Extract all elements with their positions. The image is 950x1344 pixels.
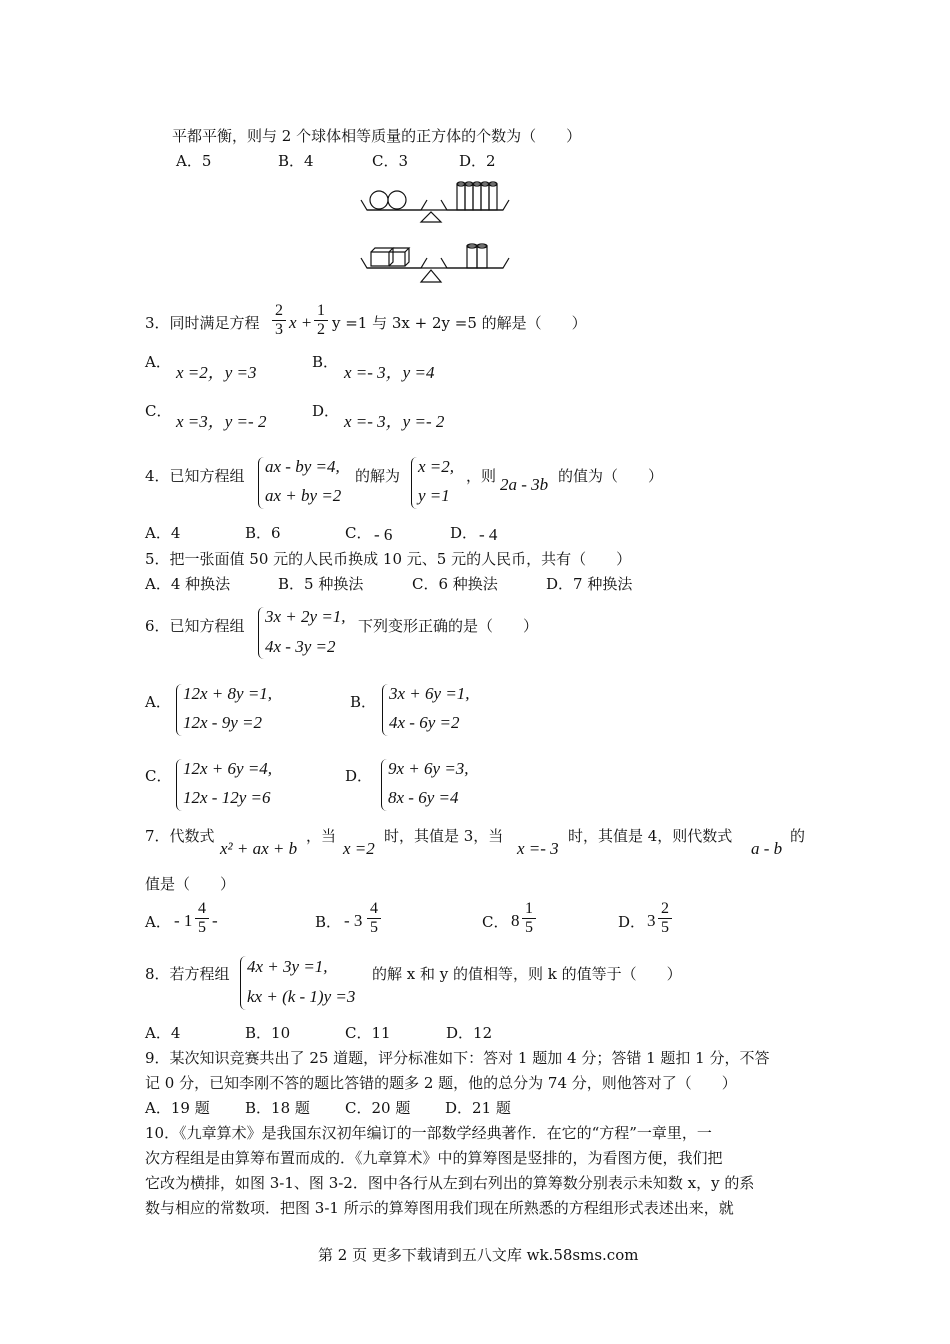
q6-option-a-label: A．: [145, 693, 171, 711]
q7-option-b-fraction: $\frac{4}{5}$: [367, 900, 381, 937]
q6-system-line2: 4x - 3y =2: [265, 637, 336, 656]
q7-condition2: x =- 3: [517, 839, 559, 858]
q7-option-c-label: C．: [482, 913, 509, 931]
q2-option-c: C．3: [372, 152, 409, 170]
q3-prefix: 3．同时满足方程: [145, 314, 260, 332]
q7-value1: 时，其值是 3，当: [384, 827, 504, 845]
q10-line2: 次方程组是由算筹布置而成的．《九章算术》中的算筹图是竖排的，为看图方便，我们把: [145, 1149, 723, 1167]
q9-option-a: A．19 题: [145, 1099, 210, 1117]
q7-option-c-sign: 8: [511, 911, 520, 930]
q2-option-a: A．5: [176, 152, 212, 170]
q4-system-line1: ax - by =4,: [265, 457, 340, 476]
sphere-icon: [370, 191, 388, 209]
q7-option-d-sign: 3: [647, 911, 656, 930]
q4-system-line2: ax + by =2: [265, 486, 342, 505]
q7-line2: 值是（ ）: [145, 875, 236, 893]
q7-option-a-sign: - 1: [174, 911, 193, 930]
q4-solution-line1: x =2,: [418, 457, 455, 476]
q6-option-a-brace: [176, 684, 182, 736]
q8-option-a: A．4: [145, 1024, 181, 1042]
q3-option-b: x =- 3，y =4: [344, 363, 435, 382]
q6-option-d-line1: 9x + 6y =3,: [388, 759, 469, 778]
balance-figure-top: [355, 176, 515, 226]
q3-option-b-label: B．: [312, 353, 339, 371]
q4-then: ，则: [466, 467, 497, 485]
q4-option-d-label: D．: [450, 524, 478, 542]
q4-mid: 的解为: [355, 467, 401, 485]
q6-option-c-line2: 12x - 12y =6: [183, 788, 271, 807]
q7-prefix: 7．代数式: [145, 827, 215, 845]
q3-option-c-label: C．: [145, 402, 172, 420]
q7-expression: x² + ax + b: [220, 839, 298, 858]
q9-line2: 记 0 分，已知李刚不答的题比答错的题多 2 题，他的总分为 74 分，则他答对了（ ）: [145, 1074, 737, 1092]
q4-option-b: B．6: [245, 524, 281, 542]
q7-option-d-fraction: $\frac{2}{5}$: [658, 900, 672, 937]
q5-option-b: B．5 种换法: [278, 575, 364, 593]
q6-option-c-brace: [176, 759, 182, 811]
q9-option-c: C．20 题: [345, 1099, 411, 1117]
q7-value2: 时，其值是 4，则代数式: [568, 827, 733, 845]
q6-option-a-line2: 12x - 9y =2: [183, 713, 262, 732]
q7-option-a-fraction: $\frac{4}{5}$: [195, 900, 209, 937]
q8-option-d: D．12: [446, 1024, 493, 1042]
q4-prefix: 4．已知方程组: [145, 467, 245, 485]
q3-fraction-1-2: $\frac{1}{2}$: [314, 302, 328, 339]
q7-option-a-suffix: -: [212, 911, 218, 930]
q4-system-brace: [258, 457, 264, 509]
q6-option-b-brace: [382, 684, 388, 736]
page-footer: 第 2 页 更多下载请到五八文库 wk.58sms.com: [318, 1246, 639, 1264]
q3-option-d: x =- 3，y =- 2: [344, 412, 445, 431]
q4-solution-brace: [411, 457, 417, 509]
q5-option-d: D．7 种换法: [546, 575, 633, 593]
q9-line1: 9．某次知识竞赛共出了 25 道题，评分标准如下：答对 1 题加 4 分；答错 1 题扣 1 分，不答: [145, 1049, 770, 1067]
q8-system-brace: [240, 956, 246, 1010]
q6-option-c-label: C．: [145, 767, 172, 785]
q7-when1: ，当: [306, 827, 337, 845]
q5-option-a: A．4 种换法: [145, 575, 231, 593]
q4-option-c-label: C．: [345, 524, 372, 542]
q7-de: 的: [790, 827, 806, 845]
q7-option-c-fraction: $\frac{1}{5}$: [522, 900, 536, 937]
q3-option-d-label: D．: [312, 402, 340, 420]
q6-option-d-line2: 8x - 6y =4: [388, 788, 459, 807]
q4-solution-line2: y =1: [418, 486, 450, 505]
q4-option-a: A．4: [145, 524, 181, 542]
q3-fraction-2-3: $\frac{2}{3}$: [272, 302, 286, 339]
q7-condition1: x =2: [343, 839, 375, 858]
q8-tail: 的解 x 和 y 的值相等，则 k 的值等于（ ）: [372, 965, 682, 983]
q5-option-c: C．6 种换法: [412, 575, 498, 593]
q7-option-d-label: D．: [618, 913, 646, 931]
q7-option-b-label: B．: [315, 913, 342, 931]
q6-prefix: 6．已知方程组: [145, 617, 245, 635]
q4-expression: 2a - 3b: [500, 475, 549, 494]
q10-line1: 10．《九章算术》是我国东汉初年编订的一部数学经典著作．在它的“方程”一章里，一: [145, 1124, 712, 1142]
q2-text: 平都平衡，则与 2 个球体相等质量的正方体的个数为（ ）: [172, 127, 582, 145]
q6-option-c-line1: 12x + 6y =4,: [183, 759, 273, 778]
q2-option-d: D．2: [459, 152, 496, 170]
q6-tail: 下列变形正确的是（ ）: [358, 617, 539, 635]
q10-line4: 数与相应的常数项．把图 3-1 所示的算筹图用我们现在所熟悉的方程组形式表述出来，就: [145, 1199, 734, 1217]
q5-text: 5．把一张面值 50 元的人民币换成 10 元、5 元的人民币，共有（ ）: [145, 550, 632, 568]
q4-option-c: - 6: [374, 525, 393, 544]
q6-option-d-brace: [381, 759, 387, 811]
q8-prefix: 8．若方程组: [145, 965, 230, 983]
q6-option-b-line1: 3x + 6y =1,: [389, 684, 470, 703]
q6-option-d-label: D．: [345, 767, 373, 785]
q10-line3: 它改为横排，如图 3-1、图 3-2．图中各行从左到右列出的算筹数分别表示未知数 x，y 的系: [145, 1174, 755, 1192]
balance-figure-bottom: [355, 236, 515, 286]
q3-option-a-label: A．: [145, 353, 171, 371]
q4-tail: 的值为（ ）: [558, 467, 664, 485]
q6-system-line1: 3x + 2y =1,: [265, 607, 346, 626]
q8-system-line1: 4x + 3y =1,: [247, 957, 328, 976]
q7-option-b-sign: - 3: [344, 911, 363, 930]
q4-option-d: - 4: [479, 525, 498, 544]
q3-equation-tail: y =1 与 3x + 2y =5 的解是（ ）: [332, 314, 587, 332]
q7-expression2: a - b: [751, 839, 783, 858]
q9-option-d: D．21 题: [445, 1099, 511, 1117]
q8-option-b: B．10: [245, 1024, 291, 1042]
q3-option-a: x =2，y =3: [176, 363, 257, 382]
q6-option-b-line2: 4x - 6y =2: [389, 713, 460, 732]
cube-icon: [371, 248, 393, 266]
q7-option-a-label: A．: [145, 913, 171, 931]
q6-system-brace: [258, 607, 264, 659]
q9-option-b: B．18 题: [245, 1099, 310, 1117]
q6-option-a-line1: 12x + 8y =1,: [183, 684, 273, 703]
q8-option-c: C．11: [345, 1024, 391, 1042]
q6-option-b-label: B．: [350, 693, 377, 711]
q3-x-plus: x +: [289, 313, 313, 332]
q3-option-c: x =3，y =- 2: [176, 412, 267, 431]
q2-option-b: B．4: [278, 152, 314, 170]
sphere-icon: [388, 191, 406, 209]
q8-system-line2: kx + (k - 1)y =3: [247, 987, 356, 1006]
